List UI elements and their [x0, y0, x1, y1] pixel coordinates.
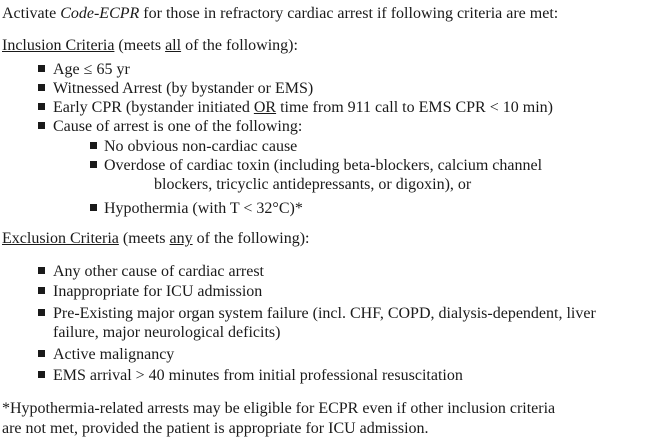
- bullet-icon: [38, 79, 45, 99]
- bullet-icon: [38, 304, 45, 324]
- exclusion-item-organ-failure: Pre-Existing major organ system failure (incl. CHF, COPD, dialysis-dependent, liver: [53, 305, 596, 322]
- cause-item-overdose-cont: blockers, tricyclic antidepressants, or digoxin), or: [154, 176, 472, 193]
- intro-line: [2, 4, 558, 24]
- intro-prefix: Activate: [2, 5, 61, 22]
- bullet-icon: [38, 366, 45, 386]
- inclusion-item-cause: Cause of arrest is one of the following:: [53, 118, 303, 135]
- cause-item-hypothermia: Hypothermia (with T < 32°C)*: [104, 200, 303, 217]
- exclusion-item-organ-failure-cont: failure, major neurological deficits): [53, 324, 281, 341]
- bullet-icon: [90, 156, 97, 176]
- early-cpr-or: OR: [253, 99, 277, 116]
- inclusion-heading-line: [2, 36, 298, 56]
- inclusion-qual-prefix: (meets: [114, 37, 166, 54]
- bullet-icon: [90, 137, 97, 157]
- exclusion-heading-line: [2, 229, 310, 249]
- inclusion-qual-suffix: of the following):: [181, 37, 298, 54]
- exclusion-item-malignancy: Active malignancy: [53, 346, 175, 363]
- bullet-icon: [90, 199, 97, 219]
- inclusion-qual-word: all: [165, 37, 182, 54]
- early-cpr-suffix: time from 911 call to EMS CPR < 10 min): [276, 99, 553, 116]
- bullet-icon: [38, 98, 45, 118]
- intro-code: Code-ECPR: [60, 5, 140, 22]
- exclusion-qual-word: any: [169, 230, 193, 247]
- footnote-line-1: *Hypothermia-related arrests may be eligible for ECPR even if other inclusion criteria: [2, 400, 556, 417]
- inclusion-heading: Inclusion Criteria: [2, 37, 115, 54]
- bullet-icon: [38, 117, 45, 137]
- cause-item-overdose: Overdose of cardiac toxin (including beta-blockers, calcium channel: [104, 157, 543, 174]
- exclusion-qual-prefix: (meets: [118, 230, 170, 247]
- inclusion-item-early-cpr: [53, 98, 553, 118]
- inclusion-item-witnessed: Witnessed Arrest (by bystander or EMS): [53, 80, 314, 97]
- inclusion-item-age: Age ≤ 65 yr: [53, 61, 130, 78]
- exclusion-item-other-cause: Any other cause of cardiac arrest: [53, 263, 264, 280]
- bullet-icon: [38, 345, 45, 365]
- bullet-icon: [38, 262, 45, 282]
- bullet-icon: [38, 60, 45, 80]
- exclusion-qual-suffix: of the following):: [192, 230, 310, 247]
- exclusion-heading: Exclusion Criteria: [2, 230, 119, 247]
- early-cpr-prefix: Early CPR (bystander initiated: [53, 99, 254, 116]
- intro-suffix: for those in refractory cardiac arrest if following criteria are met:: [139, 5, 559, 22]
- cause-item-non-cardiac: No obvious non-cardiac cause: [104, 138, 298, 155]
- exclusion-item-ems-arrival: EMS arrival > 40 minutes from initial professional resuscitation: [53, 367, 463, 384]
- footnote-line-2: are not met, provided the patient is appropriate for ICU admission.: [2, 420, 429, 437]
- exclusion-item-icu: Inappropriate for ICU admission: [53, 283, 263, 300]
- bullet-icon: [38, 282, 45, 302]
